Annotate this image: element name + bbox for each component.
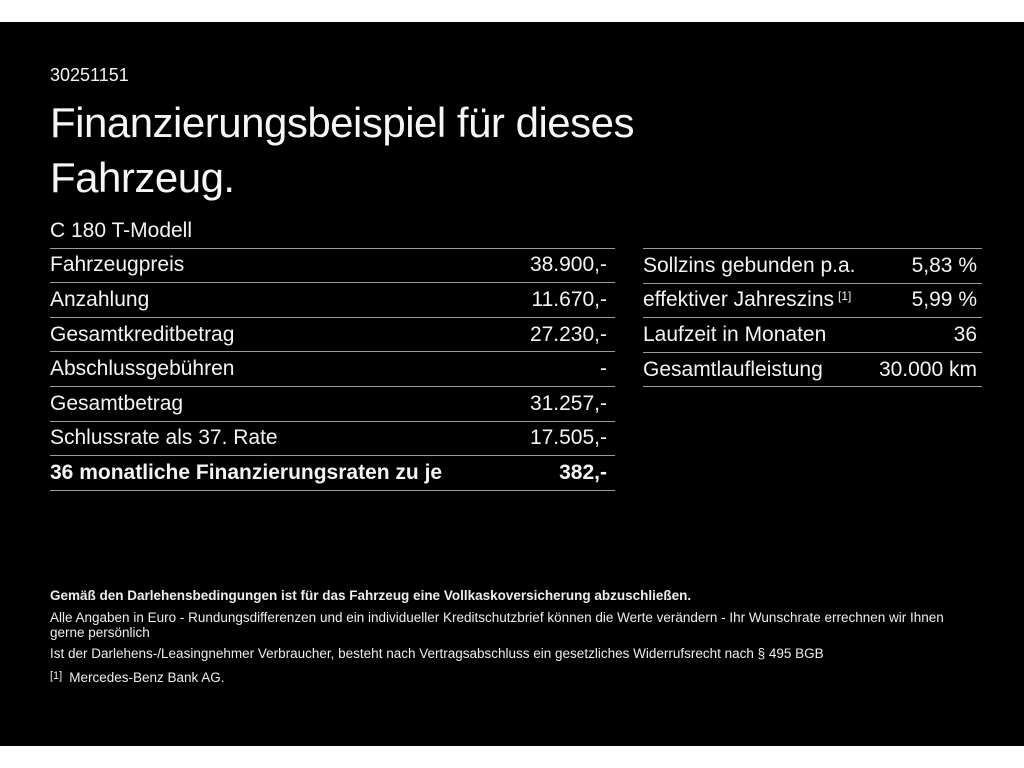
offer-id: 30251151 [50,65,129,85]
bottom-margin-strip [0,746,1024,768]
financing-row-value: 17.505,- [529,426,607,450]
disclaimer-line-1: Alle Angaben in Euro - Rundungsdifferenzen und ein individueller Kreditschutzbrief können die Werte verändern - Ihr Wunschrate errechnen wir Ihnen gerne persönlich [50,610,944,640]
conditions-row-value: 5,99 % [911,288,977,312]
conditions-row-value: 5,83 % [911,253,977,277]
financing-slide [0,22,1024,746]
financing-row [50,283,615,318]
financing-row-label: Fahrzeugpreis [50,253,185,277]
vehicle-model: C 180 T-Modell [50,214,615,249]
financing-row-label: Gesamtbetrag [50,391,184,415]
fine-print [50,588,980,693]
conditions-row-label: Sollzins gebunden p.a. [643,253,856,277]
financing-row-value: - [600,357,607,381]
financing-row-label: Schlussrate als 37. Rate [50,426,278,450]
financing-row [50,422,615,457]
financing-row-monthly-rate [50,456,615,491]
conditions-row-value: 30.000 km [878,357,977,381]
conditions-row-label [643,288,851,312]
financing-row [50,387,615,422]
financing-row-value: 382,- [559,460,607,484]
footnote [50,670,980,687]
financing-row-value: 27.230,- [529,322,607,346]
disclaimer-line-2: Ist der Darlehens-/Leasingnehmer Verbraucher, besteht nach Vertragsabschluss ein gesetzliches Widerrufsrecht nach § 495 BGB [50,646,824,661]
conditions-row-value: 36 [953,322,977,346]
footnote-text: Mercedes-Benz Bank AG. [69,670,225,685]
page-title: Finanzierungsbeispiel für dieses Fahrzeug. [50,99,634,201]
financing-row-value: 31.257,- [529,391,607,415]
conditions-row-label: Laufzeit in Monaten [643,322,827,346]
conditions-row [643,318,982,353]
insurance-note: Gemäß den Darlehensbedingungen ist für das Fahrzeug eine Vollkaskoversicherung abzuschließen. [50,588,692,603]
financing-row [50,318,615,353]
financing-row [50,352,615,387]
conditions-row-label-text: effektiver Jahreszins [643,288,835,312]
financing-row-value: 38.900,- [529,253,607,277]
financing-table [50,214,615,491]
conditions-row-label: Gesamtlaufleistung [643,357,823,381]
footnote-marker: [1] [50,670,63,682]
financing-row-label: Gesamtkreditbetrag [50,322,235,346]
financing-row-label: Abschlussgebühren [50,357,235,381]
financing-row [50,249,615,284]
conditions-row [643,284,982,319]
financing-row-value: 11.670,- [531,287,607,311]
footnote-ref-sup: [1] [838,289,852,304]
top-margin-strip [0,0,1024,22]
financing-row-label: 36 monatliche Finanzierungsraten zu je [50,460,443,484]
conditions-row [643,353,982,388]
financing-row-label: Anzahlung [50,287,150,311]
conditions-table [643,248,982,387]
conditions-row [643,249,982,284]
